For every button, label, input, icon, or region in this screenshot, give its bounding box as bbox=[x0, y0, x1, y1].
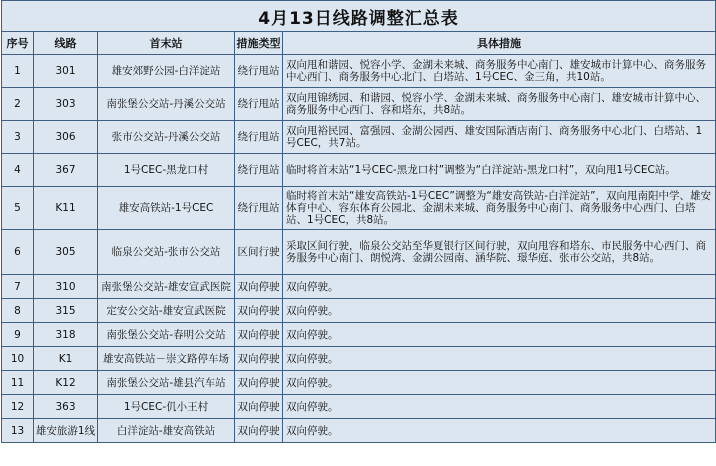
row-line: 306 bbox=[34, 121, 98, 154]
row-detail: 双向停驶。 bbox=[283, 419, 716, 443]
row-no: 8 bbox=[2, 299, 34, 323]
row-type: 绕行甩站 bbox=[235, 154, 283, 187]
table-row bbox=[2, 230, 716, 275]
table-row bbox=[2, 419, 716, 443]
row-no: 9 bbox=[2, 323, 34, 347]
row-line: K1 bbox=[34, 347, 98, 371]
row-detail: 临时将首末站“1号CEC-黑龙口村”调整为“白洋淀站-黑龙口村”，双向甩1号CEC站。 bbox=[283, 154, 716, 187]
row-terminals: 白洋淀站-雄安高铁站 bbox=[98, 419, 235, 443]
row-no: 11 bbox=[2, 371, 34, 395]
row-terminals: 南张堡公交站-丹溪公交站 bbox=[98, 88, 235, 121]
table-row bbox=[2, 323, 716, 347]
table-title: 4月13日线路调整汇总表 bbox=[2, 1, 716, 32]
row-line: 315 bbox=[34, 299, 98, 323]
table-row bbox=[2, 121, 716, 154]
row-terminals: 1号CEC-仉小王村 bbox=[98, 395, 235, 419]
row-type: 双向停驶 bbox=[235, 371, 283, 395]
row-terminals: 1号CEC-黑龙口村 bbox=[98, 154, 235, 187]
row-type: 绕行甩站 bbox=[235, 121, 283, 154]
row-terminals: 雄安高铁站-1号CEC bbox=[98, 187, 235, 230]
header-type: 措施类型 bbox=[235, 32, 283, 55]
row-detail: 采取区间行驶，临泉公交站至华夏银行区间行驶，双向甩容和塔东、市民服务中心西门、商务服务中心南门、朗悦湾、金湖公园南、涵华院、璟华庭、张市公交站，共8站。 bbox=[283, 230, 716, 275]
row-no: 4 bbox=[2, 154, 34, 187]
row-detail: 双向甩裕民园、富强园、金湖公园西、雄安国际酒店南门、商务服务中心北门、白塔站、1号CEC，共7站。 bbox=[283, 121, 716, 154]
row-no: 10 bbox=[2, 347, 34, 371]
row-detail: 双向停驶。 bbox=[283, 371, 716, 395]
row-terminals: 南张堡公交站-雄县汽车站 bbox=[98, 371, 235, 395]
header-row bbox=[2, 32, 716, 55]
row-detail: 双向甩锦绣园、和谐园、悦容小学、金湖未来城、商务服务中心南门、雄安城市计算中心、商务服务中心西门、容和塔东，共8站。 bbox=[283, 88, 716, 121]
title-row bbox=[2, 1, 716, 32]
row-terminals: 南张堡公交站-雄安宣武医院 bbox=[98, 275, 235, 299]
header-no: 序号 bbox=[2, 32, 34, 55]
row-terminals: 雄安郊野公园-白洋淀站 bbox=[98, 55, 235, 88]
row-terminals: 南张堡公交站-春明公交站 bbox=[98, 323, 235, 347]
row-type: 双向停驶 bbox=[235, 275, 283, 299]
row-terminals: 雄安高铁站－崇文路停车场 bbox=[98, 347, 235, 371]
row-no: 13 bbox=[2, 419, 34, 443]
row-line: 301 bbox=[34, 55, 98, 88]
row-line: 303 bbox=[34, 88, 98, 121]
row-type: 双向停驶 bbox=[235, 395, 283, 419]
row-terminals: 定安公交站-雄安宣武医院 bbox=[98, 299, 235, 323]
table-row bbox=[2, 187, 716, 230]
header-line: 线路 bbox=[34, 32, 98, 55]
row-no: 1 bbox=[2, 55, 34, 88]
table-row bbox=[2, 299, 716, 323]
row-detail: 双向停驶。 bbox=[283, 275, 716, 299]
row-line: 318 bbox=[34, 323, 98, 347]
row-type: 绕行甩站 bbox=[235, 88, 283, 121]
row-type: 区间行驶 bbox=[235, 230, 283, 275]
row-no: 6 bbox=[2, 230, 34, 275]
row-type: 双向停驶 bbox=[235, 347, 283, 371]
row-line: K11 bbox=[34, 187, 98, 230]
header-terminals: 首末站 bbox=[98, 32, 235, 55]
table-row bbox=[2, 395, 716, 419]
row-detail: 双向停驶。 bbox=[283, 323, 716, 347]
row-no: 7 bbox=[2, 275, 34, 299]
row-line: K12 bbox=[34, 371, 98, 395]
row-detail: 临时将首末站“雄安高铁站-1号CEC”调整为“雄安高铁站-白洋淀站”，双向甩南阳中学、雄安体育中心、容东体育公园北、金湖未来城、商务服务中心南门、商务服务中心西门、白塔站、1号CEC，共8站。 bbox=[283, 187, 716, 230]
row-terminals: 张市公交站-丹溪公交站 bbox=[98, 121, 235, 154]
row-line: 310 bbox=[34, 275, 98, 299]
header-detail: 具体措施 bbox=[283, 32, 716, 55]
table-row bbox=[2, 347, 716, 371]
row-type: 双向停驶 bbox=[235, 419, 283, 443]
row-type: 绕行甩站 bbox=[235, 55, 283, 88]
row-no: 12 bbox=[2, 395, 34, 419]
row-terminals: 临泉公交站-张市公交站 bbox=[98, 230, 235, 275]
table-row bbox=[2, 88, 716, 121]
row-line: 367 bbox=[34, 154, 98, 187]
table-row bbox=[2, 275, 716, 299]
row-no: 3 bbox=[2, 121, 34, 154]
table-row bbox=[2, 154, 716, 187]
row-line: 雄安旅游1线 bbox=[34, 419, 98, 443]
row-detail: 双向停驶。 bbox=[283, 347, 716, 371]
table-row bbox=[2, 371, 716, 395]
row-detail: 双向甩和谐园、悦容小学、金湖未来城、商务服务中心南门、雄安城市计算中心、商务服务中心西门、商务服务中心北门、白塔站、1号CEC、金三角，共10站。 bbox=[283, 55, 716, 88]
row-type: 双向停驶 bbox=[235, 299, 283, 323]
row-type: 绕行甩站 bbox=[235, 187, 283, 230]
row-type: 双向停驶 bbox=[235, 323, 283, 347]
row-no: 2 bbox=[2, 88, 34, 121]
row-no: 5 bbox=[2, 187, 34, 230]
row-line: 305 bbox=[34, 230, 98, 275]
row-detail: 双向停驶。 bbox=[283, 395, 716, 419]
adjustment-summary-sheet bbox=[1, 0, 715, 443]
route-adjustment-table bbox=[1, 0, 716, 443]
row-detail: 双向停驶。 bbox=[283, 299, 716, 323]
table-row bbox=[2, 55, 716, 88]
row-line: 363 bbox=[34, 395, 98, 419]
